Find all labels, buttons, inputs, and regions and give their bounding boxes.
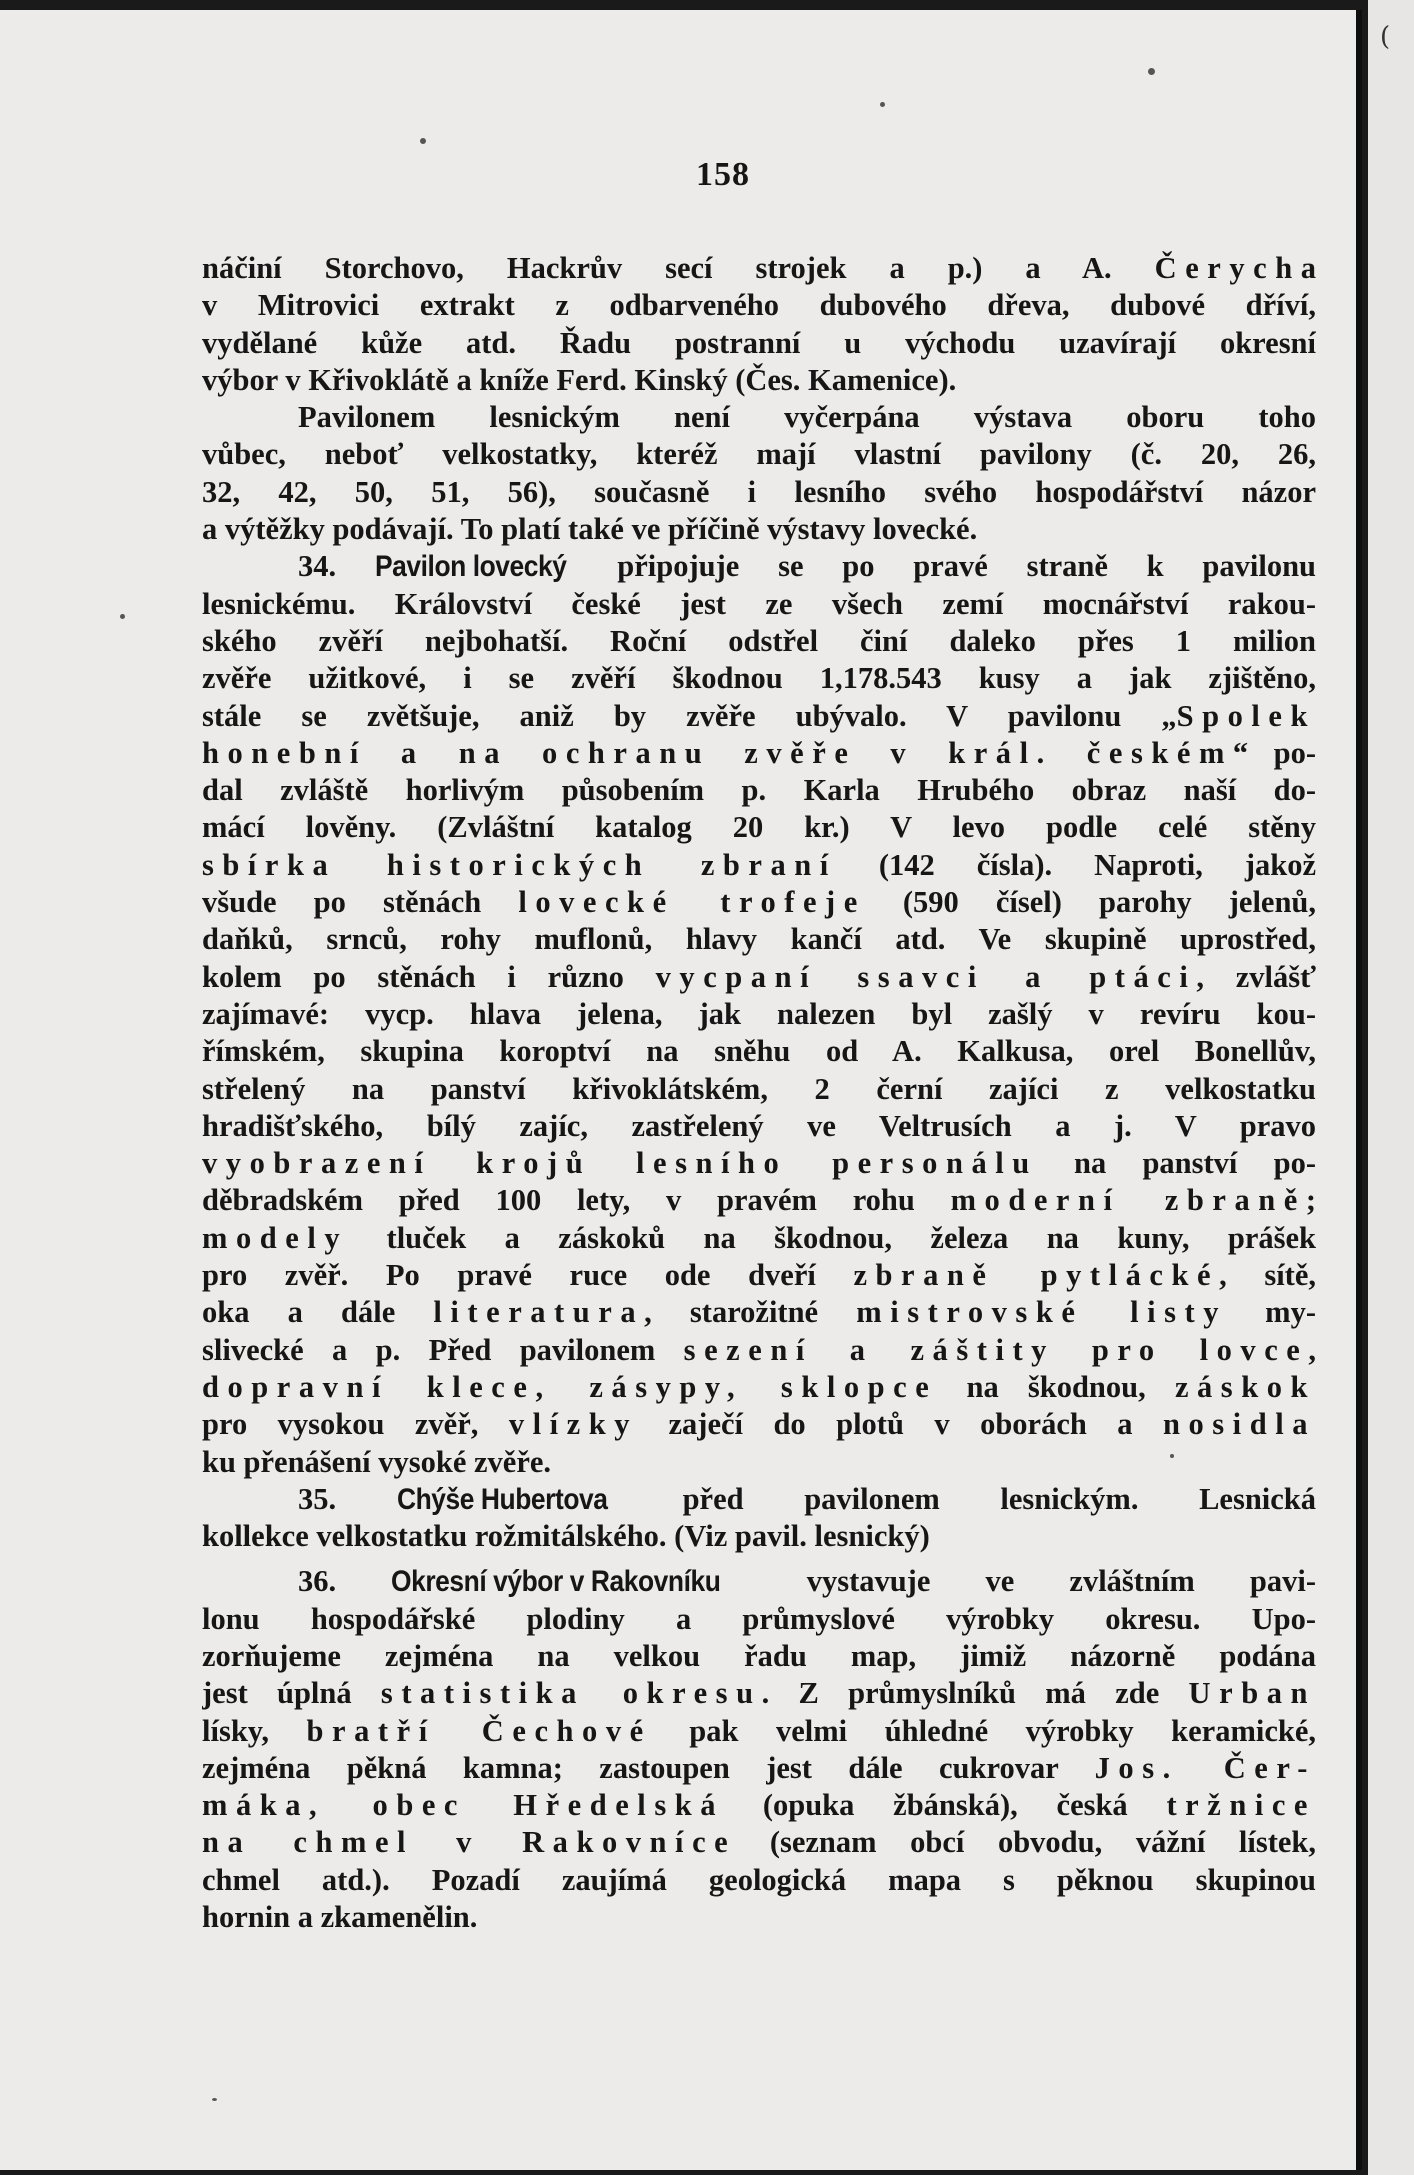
- text-run: výbor v Křivoklátě a kníže Ferd. Kinský (Čes. Kamenice).: [202, 362, 957, 397]
- spaced-emphasis: záskok: [1174, 1369, 1316, 1404]
- body-text: [202, 250, 1316, 1936]
- text-line: [202, 1294, 1316, 1331]
- ink-speck: [1170, 1454, 1174, 1458]
- text-run: lonu hospodářské plodiny a průmyslové výrobky okresu. Upo-: [202, 1601, 1316, 1636]
- text-run: daňků, srnců, rohy muflonů, hlavy kančí atd. Ve skupině uprostřed,: [202, 922, 1316, 957]
- spaced-emphasis: zbraně pytlácké: [853, 1258, 1220, 1293]
- text-run: zejména pěkná kamna; zastoupen jest dále cukrovar: [202, 1750, 1095, 1785]
- text-line: [202, 399, 1316, 436]
- ink-speck: [212, 2098, 217, 2101]
- text-line: [202, 1257, 1316, 1294]
- text-run: (142 čísla). Naproti, jakož: [836, 847, 1316, 882]
- text-run: ,: [1308, 1332, 1316, 1367]
- spaced-emphasis: mistrovské listy: [856, 1295, 1228, 1330]
- text-line: [202, 1862, 1316, 1899]
- text-run: 35.: [298, 1481, 397, 1516]
- text-line: [202, 586, 1316, 623]
- spaced-emphasis: sbírka historických zbraní: [202, 847, 837, 882]
- spaced-emphasis: tržnice: [1166, 1788, 1316, 1823]
- book-page: [0, 10, 1362, 2170]
- spaced-emphasis: Spolek: [1176, 698, 1316, 733]
- text-run: , sítě,: [1219, 1258, 1316, 1293]
- text-line: [202, 1638, 1316, 1675]
- text-line: [202, 1071, 1316, 1108]
- text-run: ;: [1305, 1183, 1316, 1218]
- ink-speck: [120, 614, 125, 619]
- text-run: hradišťského, bílý zajíc, zastřelený ve Veltrusích a j. V pravo: [202, 1108, 1316, 1143]
- text-run: náčiní Storchovo, Hackrův secí strojek a p.) a A.: [202, 251, 1155, 285]
- text-run: vydělané kůže atd. Řadu postranní u východu uzavírají okresní: [202, 325, 1316, 360]
- text-run: (590 čísel) parohy jelenů,: [865, 885, 1316, 920]
- text-line: [202, 325, 1316, 362]
- text-run: vůbec, neboť velkostatky, kteréž mají vlastní pavilony (č. 20, 26,: [202, 437, 1316, 472]
- text-run: ku přenášení vysoké zvěře.: [202, 1444, 552, 1479]
- text-line: [202, 1518, 1316, 1555]
- adjacent-page-edge: [1368, 0, 1414, 2175]
- text-run: děbradském před 100 lety, v pravém rohu: [202, 1183, 951, 1218]
- text-line: [202, 250, 1316, 287]
- ink-speck: [420, 138, 426, 144]
- text-run: “ po-: [1232, 735, 1316, 770]
- text-run: (seznam obcí obvodu, vážní lístek,: [736, 1825, 1316, 1860]
- text-run: 34.: [298, 549, 375, 584]
- text-line: [202, 921, 1316, 958]
- text-line: [202, 1406, 1316, 1443]
- text-run: pro zvěř. Po pravé ruce ode dveří: [202, 1258, 854, 1293]
- text-line: [202, 1444, 1316, 1481]
- text-line: [202, 436, 1316, 473]
- text-run: připojuje se po pravé straně k pavilonu: [578, 549, 1316, 584]
- spaced-emphasis: literatura: [433, 1295, 645, 1330]
- text-run: stále se zvětšuje, aniž by zvěře ubývalo. V pavilonu „: [202, 698, 1177, 733]
- text-line: [202, 1750, 1316, 1787]
- text-line: [202, 1787, 1316, 1824]
- text-run: lesnickému. Království české jest ze všech zemí mocnářství rakou-: [202, 586, 1316, 621]
- text-run: na panství po-: [1037, 1146, 1316, 1181]
- text-line: [202, 884, 1316, 921]
- text-run: lísky,: [202, 1713, 307, 1748]
- text-line: [202, 1899, 1316, 1936]
- text-line: [202, 474, 1316, 511]
- text-run: mácí lověny. (Zvláštní katalog 20 kr.) V levo podle celé stěny: [202, 810, 1316, 845]
- text-line: [202, 511, 1316, 548]
- text-run: střelený na panství křivoklátském, 2 černí zajíci z velkostatku: [202, 1071, 1316, 1106]
- text-run: zorňujeme zejména na velkou řadu map, jimiž názorně podána: [202, 1638, 1316, 1673]
- text-run: římském, skupina koroptví na sněhu od A. Kalkusa, orel Bonellův,: [202, 1034, 1316, 1069]
- spaced-emphasis: Urban: [1188, 1676, 1316, 1711]
- text-run: ského zvěří nejbohatší. Roční odstřel činí daleko přes 1 milion: [202, 623, 1316, 658]
- text-run: zvěře užitkové, i se zvěří škodnou 1,178.543 kusy a jak zjištěno,: [202, 661, 1316, 696]
- text-line: [202, 772, 1316, 809]
- spaced-emphasis: Jos. Čer-: [1094, 1750, 1316, 1785]
- text-run: , zvlášť: [1196, 959, 1316, 994]
- text-line: [202, 1145, 1316, 1182]
- spaced-emphasis: statistika okresu: [380, 1676, 762, 1711]
- text-run: před pavilonem lesnickým. Lesnická: [621, 1481, 1316, 1516]
- section-heading: Chýše Hubertova: [396, 1482, 608, 1516]
- text-run: tluček a záskoků na škodnou, železa na kuny, prášek: [348, 1220, 1316, 1255]
- spaced-emphasis: modely: [202, 1220, 349, 1255]
- text-run: Pavilonem lesnickým není vyčerpána výstava oboru toho: [298, 400, 1316, 435]
- text-run: my-: [1227, 1295, 1316, 1330]
- spaced-emphasis: Čerych: [1154, 251, 1301, 285]
- spaced-emphasis: moderní zbraně: [950, 1183, 1306, 1218]
- spaced-emphasis: vycpaní ssavci a ptáci: [655, 959, 1197, 994]
- text-line: [202, 1824, 1316, 1861]
- text-run: slivecké a p. Před pavilonem: [202, 1332, 684, 1367]
- spaced-emphasis: nosidla: [1162, 1407, 1316, 1442]
- text-run: 36.: [298, 1564, 392, 1599]
- text-run: 32, 42, 50, 51, 56), současně i lesního svého hospodářství názor: [202, 474, 1316, 509]
- text-line: [202, 1332, 1316, 1369]
- spaced-emphasis: lovecké trofeje: [518, 885, 866, 920]
- ink-speck: [1148, 68, 1155, 75]
- text-line: [202, 548, 1316, 585]
- page-number: 158: [696, 156, 750, 193]
- ink-speck: [880, 102, 885, 107]
- text-line: [202, 1369, 1316, 1406]
- text-line: [202, 1675, 1316, 1712]
- text-line: [202, 735, 1316, 772]
- text-run: pak velmi úhledné výrobky keramické,: [651, 1713, 1316, 1748]
- text-line: [202, 1182, 1316, 1219]
- section-heading: Okresní výbor v Rakovníku: [391, 1565, 721, 1599]
- text-line: [202, 287, 1316, 324]
- text-run: jest úplná: [202, 1676, 381, 1711]
- spaced-emphasis: na chmel v Rakovníce: [202, 1825, 737, 1860]
- text-run: dal zvláště horlivým působením p. Karla Hrubého obraz naší do-: [202, 773, 1316, 808]
- text-run: a výtěžky podávají. To platí také ve příčině výstavy lovecké.: [202, 512, 978, 547]
- text-line: [202, 809, 1316, 846]
- text-line: [202, 1481, 1316, 1518]
- text-line: [202, 1713, 1316, 1750]
- text-line: [202, 1108, 1316, 1145]
- text-run: vystavuje ve zvláštním pavi-: [751, 1564, 1316, 1599]
- spaced-emphasis: vyobrazení krojů lesního personálu: [202, 1146, 1038, 1181]
- text-line: [202, 1563, 1316, 1600]
- text-run: oka a dále: [202, 1295, 434, 1330]
- spaced-emphasis: máka, obec Hředelská: [202, 1788, 725, 1823]
- text-line: [202, 959, 1316, 996]
- text-line: [202, 1601, 1316, 1638]
- section-heading: Pavilon lovecký: [374, 550, 567, 584]
- text-run: hornin a zkamenělin.: [202, 1900, 478, 1935]
- spaced-emphasis: vlízky: [508, 1407, 639, 1442]
- text-run: pro vysokou zvěř,: [202, 1407, 509, 1442]
- text-line: [202, 698, 1316, 735]
- text-run: , starožitné: [644, 1295, 857, 1330]
- text-line: [202, 362, 1316, 399]
- spaced-emphasis: honební a na ochranu zvěře v král. českém: [202, 735, 1233, 770]
- text-run: zaječí do plotů v oborách a: [638, 1407, 1163, 1442]
- text-run: zajímavé: vycp. hlava jelena, jak nalezen byl zašlý v revíru kou-: [202, 996, 1316, 1031]
- text-line: [202, 847, 1316, 884]
- text-line: [202, 1220, 1316, 1257]
- text-run: a: [1300, 251, 1316, 285]
- side-mark: (: [1380, 22, 1391, 52]
- text-run: kolem po stěnách i různo: [202, 959, 656, 994]
- text-run: všude po stěnách: [202, 885, 519, 920]
- text-run: kollekce velkostatku rožmitálského. (Viz pavil. lesnický): [202, 1519, 930, 1554]
- text-line: [202, 623, 1316, 660]
- text-run: (opuka žbánská), česká: [724, 1788, 1167, 1823]
- spaced-emphasis: sezení a záštity pro lovce: [683, 1332, 1309, 1367]
- text-line: [202, 660, 1316, 697]
- text-line: [202, 1033, 1316, 1070]
- text-run: v Mitrovici extrakt z odbarveného dubového dřeva, dubové dříví,: [202, 288, 1316, 323]
- text-run: na škodnou,: [937, 1369, 1175, 1404]
- text-run: . Z průmyslníků má zde: [761, 1676, 1189, 1711]
- spaced-emphasis: bratří Čechové: [306, 1713, 652, 1748]
- text-line: [202, 996, 1316, 1033]
- text-run: chmel atd.). Pozadí zaujímá geologická mapa s pěknou skupinou: [202, 1862, 1316, 1897]
- spaced-emphasis: dopravní klece, zásypy, sklopce: [202, 1369, 938, 1404]
